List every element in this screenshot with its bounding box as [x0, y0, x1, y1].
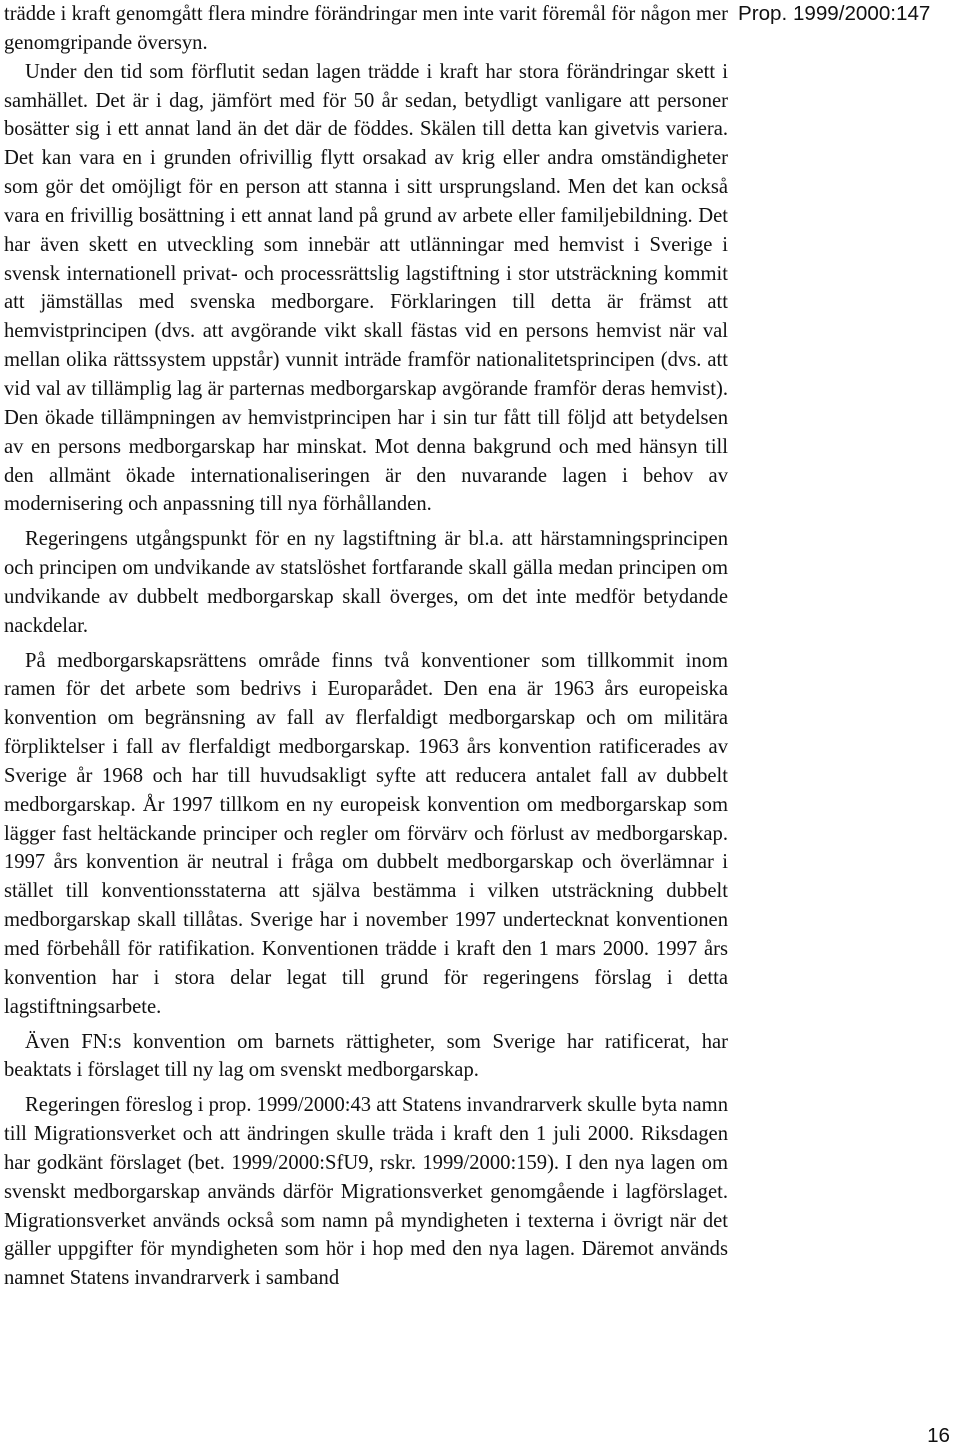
paragraph-government-starting-point: Regeringens utgångspunkt för en ny lagstiftning är bl.a. att härstamningsprincipen och principen om undvikande av statslöshet fortfarande skall gälla medan principen om undvikande av dubbelt medborgarskap skall överges, om det inte medför betydande nackdelar.: [4, 528, 728, 637]
paragraph-migrationsverket: Regeringen föreslog i prop. 1999/2000:43 att Statens invandrarverk skulle byta namn till Migrationsverket och att ändringen skulle träda i kraft den 1 juli 2000. Riksdagen har godkänt förslaget (bet. 1999/2000:SfU9, rskr. 1999/2000:159). I den nya lagen om svenskt medborgarskap används därför Migrationsverket genomgående i lagförslaget. Migrationsverket används också som namn på myndigheten i texterna i övrigt när det gäller uppgifter för myndigheten som hör i hop med den nya lagen. Däremot används namnet Statens invandrarverk i samband: [4, 1094, 728, 1290]
paragraph-conventions: På medborgarskapsrättens område finns två konventioner som tillkommit inom ramen för det arbete som bedrivs i Europarådet. Den ena är 1963 års europeiska konvention om begränsning av fall av flerfaldigt medborgarskap och om militära förpliktelser i fall av flerfaldigt medborgarskap. 1963 års konvention ratificerades av Sverige år 1968 och har till huvudsakligt syfte att reducera antalet fall av dubbelt medborgarskap. År 1997 tillkom en ny europeisk konvention om medborgarskap som lägger fast heltäckande principer och regler om förvärv och förlust av medborgarskap. 1997 års konvention är neutral i fråga om dubbelt medborgarskap och överlämnar i stället till konventionsstaterna att själva bestämma i vilken utsträckning dubbelt medborgarskap skall tillåtas. Sverige har i november 1997 undertecknat konventionen med förbehåll för ratifikation. Konventionen trädde i kraft den 1 mars 2000. 1997 års konvention har i stora delar legat till grund för regeringens förslag i detta lagstiftningsarbete.: [4, 649, 728, 1018]
paragraph-un-convention: Även FN:s konvention om barnets rättigheter, som Sverige har ratificerat, har beaktats i förslaget till ny lag om svenskt medborgarskap.: [4, 1030, 728, 1082]
body-text: [4, 0, 728, 1293]
paragraph-societal-changes: Under den tid som förflutit sedan lagen trädde i kraft har stora förändringar skett i samhället. Det är i dag, jämfört med för 50 år sedan, betydligt vanligare att personer bosätter sig i ett annat land än det där de föddes. Skälen till detta kan givetvis variera. Det kan vara en i grunden ofrivillig flytt orsakad av krig eller andra omständigheter som gör det omöjligt för en person att stanna i sitt ursprungsland. Men det kan också vara en frivillig bosättning i ett annat land på grund av arbete eller familjebildning. Det har även skett en utveckling som innebär att utlänningar med hemvist i Sverige i svensk internationell privat- och processrättslig lagstiftning i stor utsträckning kommit att jämställas med svenska medborgare. Förklaringen till detta är främst att hemvistprincipen (dvs. att avgörande vikt skall fästas vid en persons hemvist när val mellan olika rättssystem uppstår) vunnit inträde framför nationalitetsprincipen (dvs. att vid val av tillämplig lag är parternas medborgarskap avgörande framför deras hemvist). Den ökade tillämpningen av hemvistprincipen har i sin tur fått till följd att betydelsen av en persons medborgarskap har minskat. Mot denna bakgrund och med hänsyn till den allmänt ökade internationaliseringen är den nuvarande lagen i behov av modernisering och anpassning till nya förhållanden.: [4, 60, 728, 516]
paragraph-continuation: trädde i kraft genomgått flera mindre förändringar men inte varit föremål för någon mer genomgripande översyn.: [4, 3, 728, 54]
page-number: 16: [927, 1424, 950, 1447]
proposition-reference: Prop. 1999/2000:147: [738, 2, 931, 25]
